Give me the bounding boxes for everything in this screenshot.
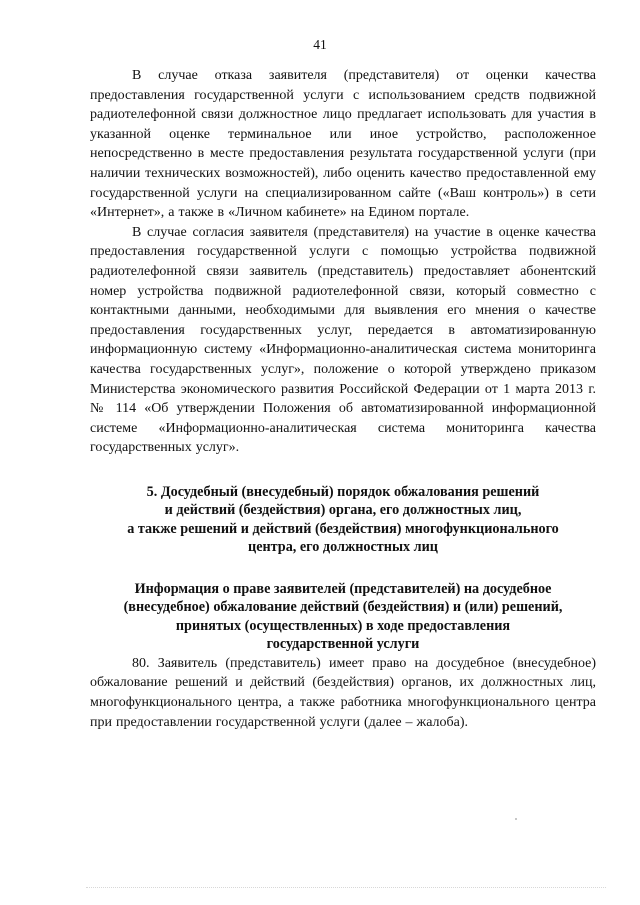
subheading-line: (внесудебное) обжалование действий (бездействия) и (или) решений, xyxy=(123,599,563,616)
document-body xyxy=(90,66,596,732)
section-heading-line: и действий (бездействия) органа, его должностных лиц, xyxy=(164,502,522,519)
page-number: 41 xyxy=(313,37,327,52)
section-heading-line: центра, его должностных лиц xyxy=(248,539,438,556)
scan-artifact-footer-marks xyxy=(86,884,606,888)
scan-artifact-dot xyxy=(515,818,517,820)
paragraph-consent-assessment: В случае согласия заявителя (представителя) на участие в оценке качества предоставления государственной услуги с помощью устройства подвижной радиотелефонной связи заявитель (представитель) предоставляет абонентский номер устройства подвижной радиотелефонной связи, который совместно с контактными данными, необходимыми для выявления его мнения о качестве предоставления государственных услуг, передается в автоматизированную информационную систему «Информационно-аналитическая система мониторинга качества государственных услуг», положение о которой утверждено приказом Министерства экономического развития Российской Федерации от 1 марта 2013 г. № 114 «Об утверждении Положения об автоматизированной информационной системе «Информационно-аналитическая система мониторинга качества государственных услуг». xyxy=(90,224,596,456)
section-heading-line: 5. Досудебный (внесудебный) порядок обжалования решений xyxy=(146,483,540,500)
paragraph-80 xyxy=(90,654,596,732)
section-heading-line: а также решений и действий (бездействия) многофункционального xyxy=(127,520,559,537)
subheading-line: принятых (осуществленных) в ходе предоставления xyxy=(175,617,511,634)
section-heading xyxy=(90,483,596,557)
paragraph-80-text: Заявитель (представитель) имеет право на досудебное (внесудебное) обжалование решений и действий (бездействия) органов, их должностных лиц, многофункционального центра, а также работника многофункционального центра при предоставлении государственной услуги (далее – жалоба). xyxy=(90,655,597,730)
subheading-line: государственной услуги xyxy=(266,636,420,653)
subheading-line: Информация о праве заявителей (представителей) на досудебное xyxy=(134,580,552,597)
subheading xyxy=(90,580,596,654)
paragraph-refusal-assessment: В случае отказа заявителя (представителя) от оценки качества предоставления государственной услуги с использованием средств подвижной радиотелефонной связи должностное лицо предлагает использовать для участия в указанной оценке терминальное или иное устройство, расположенное непосредственно в месте предоставления результата государственной услуги (при наличии технических возможностей), либо оценить качество предоставленной ему государственной услуги на специализированном сайте («Ваш контроль») в сети «Интернет», а также в «Личном кабинете» на Едином портале. xyxy=(90,68,596,221)
paragraph-80-number: 80. xyxy=(132,655,150,671)
